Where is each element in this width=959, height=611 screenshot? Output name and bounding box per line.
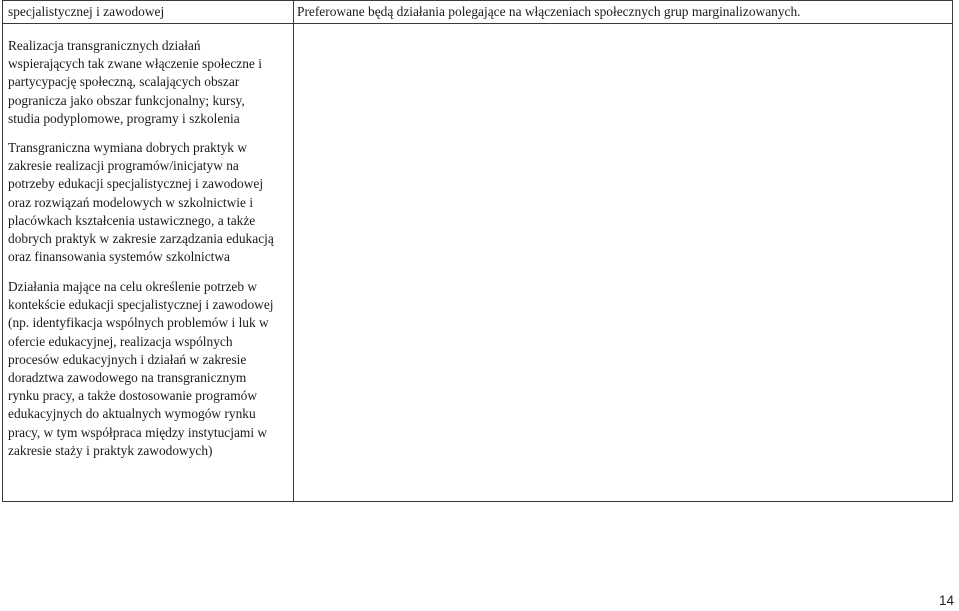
item-line: potrzeby edukacji specjalistycznej i zawodowej bbox=[8, 176, 264, 192]
item-line: pracy, w tym współpraca między instytucjami w bbox=[8, 424, 268, 440]
item-line: (np. identyfikacja wspólnych problemów i luk w bbox=[8, 315, 269, 331]
item-line: Działania mające na celu określenie potrzeb w bbox=[8, 279, 258, 294]
header-cell-text: specjalistycznej i zawodowej bbox=[8, 4, 165, 19]
item-line: doradztwa zawodowego na transgranicznym bbox=[8, 370, 247, 386]
left-header-cell bbox=[8, 3, 288, 21]
item-line: oraz rozwiązań modelowych w szkolnictwie i bbox=[8, 194, 254, 210]
activity-item-social-inclusion bbox=[8, 37, 288, 128]
item-line: kontekście edukacji specjalistycznej i zawodowej bbox=[8, 297, 274, 313]
item-line: wspierających tak zwane włączenie społeczne i bbox=[8, 56, 262, 72]
row-divider bbox=[3, 23, 953, 24]
item-line: partycypację społeczną, scalających obszar bbox=[8, 74, 240, 90]
item-line: studia podyplomowe, programy i szkolenia bbox=[8, 110, 240, 126]
item-line: dobrych praktyk w zakresie zarządzania edukacją bbox=[8, 231, 274, 247]
item-line: rynku pracy, a także dostosowanie programów bbox=[8, 388, 258, 404]
item-line: Transgraniczna wymiana dobrych praktyk w bbox=[8, 140, 247, 155]
page-number: 14 bbox=[938, 593, 954, 608]
item-line: Realizacja transgranicznych działań bbox=[8, 38, 201, 53]
preference-note: Preferowane będą działania polegające na włączeniach społecznych grup marginalizowanych. bbox=[297, 4, 801, 19]
column-divider bbox=[293, 1, 294, 501]
item-line: zakresie staży i praktyk zawodowych) bbox=[8, 442, 213, 458]
item-line: pogranicza jako obszar funkcjonalny; kursy, bbox=[8, 92, 245, 108]
item-line: procesów edukacyjnych i działań w zakresie bbox=[8, 351, 247, 367]
item-line: zakresie realizacji programów/inicjatyw na bbox=[8, 158, 239, 174]
item-line: ofercie edukacyjnej, realizacja wspólnych bbox=[8, 333, 233, 349]
item-line: placówkach kształcenia ustawicznego, a także bbox=[8, 212, 256, 228]
activity-item-good-practices bbox=[8, 139, 288, 266]
item-line: oraz finansowania systemów szkolnictwa bbox=[8, 249, 230, 265]
item-line: edukacyjnych do aktualnych wymogów rynku bbox=[8, 406, 256, 422]
activity-item-needs-assessment bbox=[8, 278, 288, 460]
